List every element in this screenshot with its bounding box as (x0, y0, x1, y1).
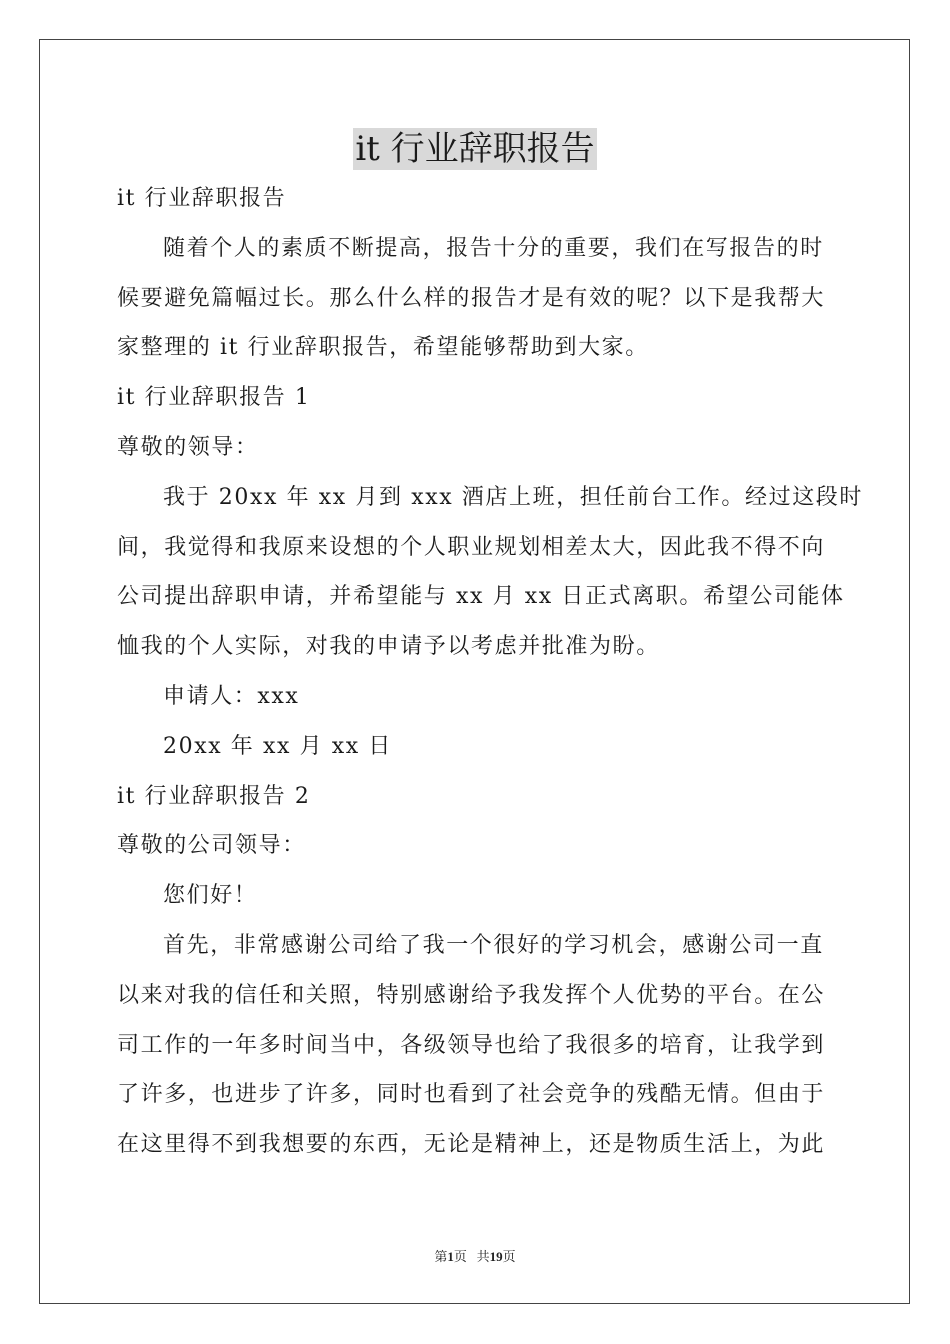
text-line: 我于 20xx 年 xx 月到 xxx 酒店上班，担任前台工作。经过这段时 (163, 484, 864, 510)
text-line: 随着个人的素质不断提高，报告十分的重要，我们在写报告的时 (163, 235, 824, 261)
text-line: 了许多，也进步了许多，同时也看到了社会竞争的残酷无情。但由于 (117, 1082, 826, 1108)
text-line: 恤我的个人实际，对我的申请予以考虑并批准为盼。 (117, 634, 660, 660)
text-line: it 行业辞职报告 1 (117, 385, 311, 411)
footer-total-pages: 19 (489, 1249, 503, 1264)
text-line: 司工作的一年多时间当中，各级领导也给了我很多的培育，让我学到 (117, 1032, 826, 1058)
footer-page-prefix: 第 (434, 1249, 448, 1264)
footer-total-prefix: 共 (476, 1249, 490, 1264)
text-line: 公司提出辞职申请，并希望能与 xx 月 xx 日正式离职。希望公司能体 (117, 584, 845, 610)
text-line: 以来对我的信任和关照，特别感谢给予我发挥个人优势的平台。在公 (117, 982, 826, 1008)
text-line: 尊敬的公司领导： (117, 833, 306, 859)
text-line: 间，我觉得和我原来设想的个人职业规划相差太大，因此我不得不向 (117, 534, 826, 560)
text-line: it 行业辞职报告 2 (117, 783, 311, 809)
text-line: it 行业辞职报告 (117, 186, 287, 211)
text-line: 20xx 年 xx 月 xx 日 (163, 733, 393, 759)
document-body (117, 174, 864, 1170)
page-footer (0, 1246, 950, 1265)
text-line: 候要避免篇幅过长。那么什么样的报告才是有效的呢？以下是我帮大 (117, 285, 826, 311)
text-line: 在这里得不到我想要的东西，无论是精神上，还是物质生活上，为此 (117, 1132, 826, 1158)
title-container (0, 128, 950, 170)
text-line: 尊敬的领导： (117, 434, 259, 460)
footer-page-suffix: 页 (453, 1249, 467, 1264)
text-line: 您们好！ (163, 883, 258, 909)
text-line: 首先，非常感谢公司给了我一个很好的学习机会，感谢公司一直 (163, 932, 824, 958)
footer-page-number: 1 (447, 1249, 454, 1264)
footer-total-suffix: 页 (502, 1249, 516, 1264)
document-title: it 行业辞职报告 (355, 129, 595, 169)
text-line: 家整理的 it 行业辞职报告，希望能够帮助到大家。 (117, 335, 649, 361)
text-line: 申请人：xxx (163, 683, 300, 709)
